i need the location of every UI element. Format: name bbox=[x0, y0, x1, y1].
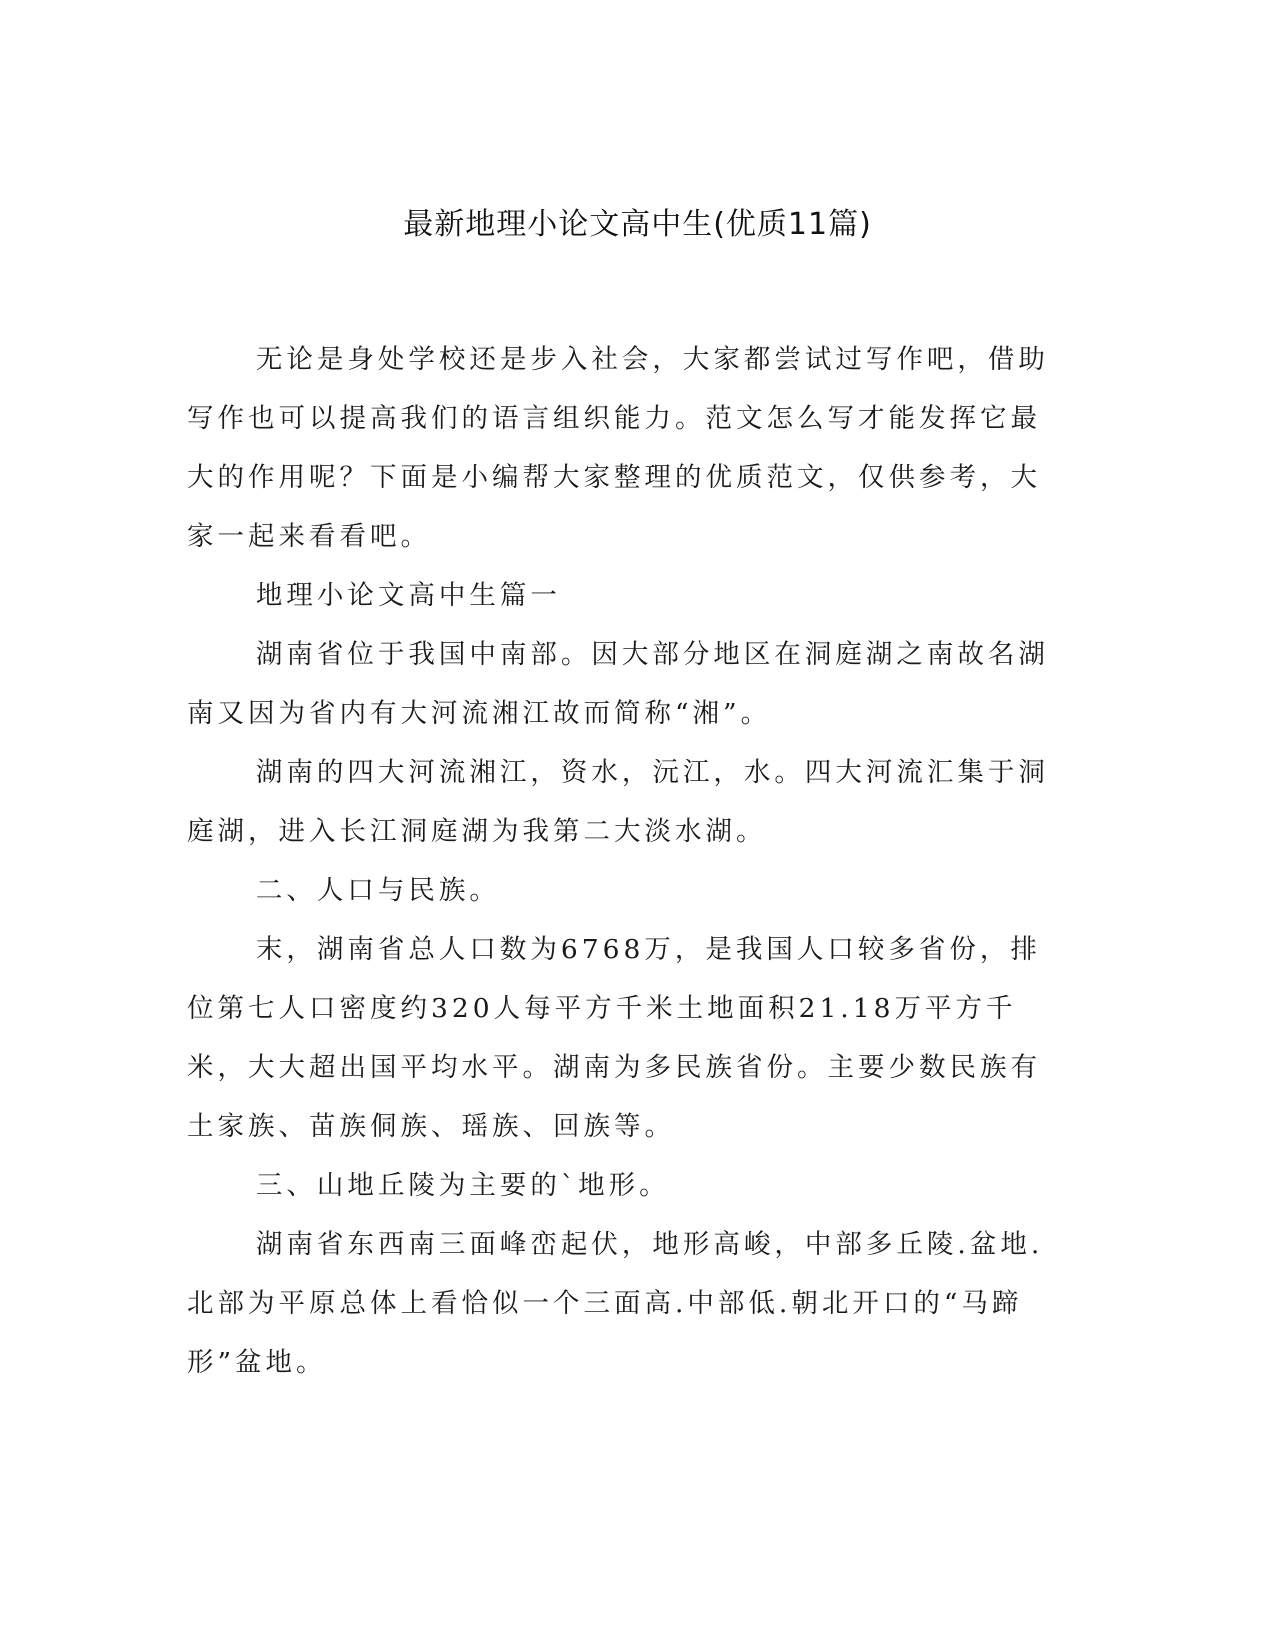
intro-paragraph: 无论是身处学校还是步入社会，大家都尝试过写作吧，借助写作也可以提高我们的语言组织能力。范文怎么写才能发挥它最大的作用呢？下面是小编帮大家整理的优质范文，仅供参考，大家一起来看看吧。 bbox=[187, 344, 1049, 552]
document-body bbox=[187, 330, 1067, 1392]
body-paragraph: 湖南省东西南三面峰峦起伏，地形高峻，中部多丘陵.盆地.北部为平原总体上看恰似一个三面高.中部低.朝北开口的“马蹄形”盆地。 bbox=[187, 1229, 1044, 1378]
subsection-heading: 二、人口与民族。 bbox=[255, 875, 500, 906]
body-paragraph: 湖南的四大河流湘江，资水，沅江，水。四大河流汇集于洞庭湖，进入长江洞庭湖为我第二大淡水湖。 bbox=[187, 757, 1049, 847]
section-heading: 地理小论文高中生篇一 bbox=[255, 580, 561, 611]
body-paragraph: 末，湖南省总人口数为6768万，是我国人口较多省份，排位第七人口密度约320人每平方千米土地面积21.18万平方千米，大大超出国平均水平。湖南为多民族省份。主要少数民族有土家族、苗族侗族、瑶族、回族等。 bbox=[187, 934, 1041, 1142]
document-title: 最新地理小论文高中生(优质11篇) bbox=[403, 207, 872, 242]
subsection-heading: 三、山地丘陵为主要的`地形。 bbox=[255, 1170, 670, 1201]
body-paragraph: 湖南省位于我国中南部。因大部分地区在洞庭湖之南故名湖南又因为省内有大河流湘江故而简称“湘”。 bbox=[187, 639, 1049, 729]
